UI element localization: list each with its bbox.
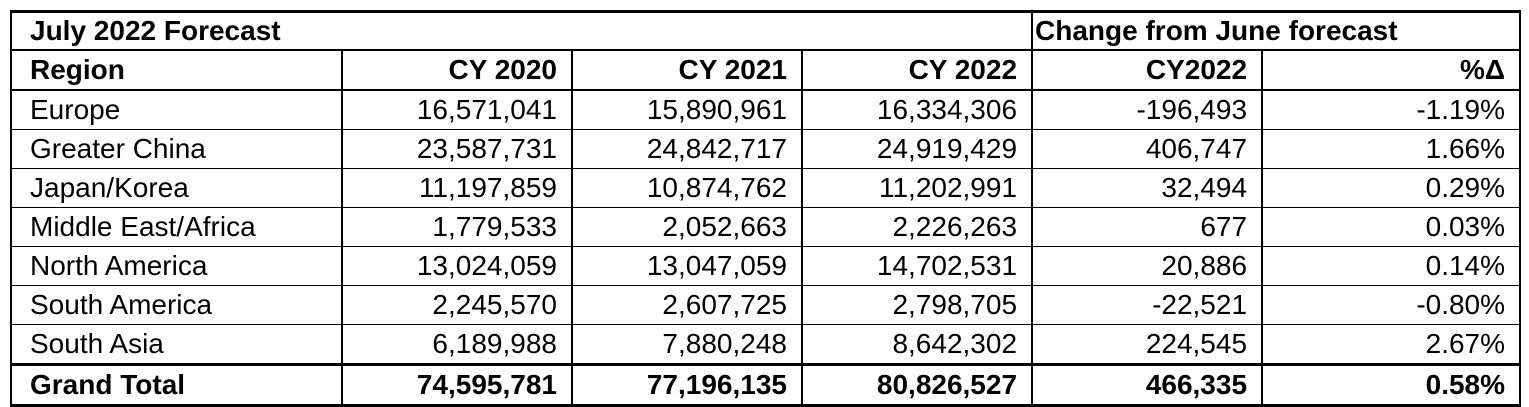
table-row: [11, 169, 1520, 208]
cy2021-cell: 7,880,248: [572, 325, 802, 365]
cy2021-cell: 24,842,717: [572, 130, 802, 169]
header-cy2022: CY 2022: [802, 50, 1032, 90]
total-label: Grand Total: [11, 365, 342, 406]
cy2022-cell: 14,702,531: [802, 247, 1032, 286]
cy2021-cell: 2,607,725: [572, 286, 802, 325]
header-cy2020: CY 2020: [342, 50, 572, 90]
change-section-title: Change from June forecast: [1032, 12, 1520, 51]
cy2021-cell: 2,052,663: [572, 208, 802, 247]
total-cy2022: 80,826,527: [802, 365, 1032, 406]
cy2020-cell: 11,197,859: [342, 169, 572, 208]
cy2022-cell: 2,226,263: [802, 208, 1032, 247]
cy2021-cell: 15,890,961: [572, 90, 802, 130]
header-cy2021: CY 2021: [572, 50, 802, 90]
pct-cell: 0.14%: [1262, 247, 1520, 286]
pct-cell: 1.66%: [1262, 130, 1520, 169]
total-cy2021: 77,196,135: [572, 365, 802, 406]
table-row: [11, 208, 1520, 247]
pct-cell: -0.80%: [1262, 286, 1520, 325]
header-region: Region: [11, 50, 342, 90]
header-pct-change: %Δ: [1262, 50, 1520, 90]
region-cell: Middle East/Africa: [11, 208, 342, 247]
table-title: July 2022 Forecast: [11, 12, 1032, 51]
cy2020-cell: 1,779,533: [342, 208, 572, 247]
region-cell: South Asia: [11, 325, 342, 365]
change-cell: 677: [1032, 208, 1262, 247]
cy2020-cell: 6,189,988: [342, 325, 572, 365]
change-cell: 406,747: [1032, 130, 1262, 169]
total-change: 466,335: [1032, 365, 1262, 406]
cy2022-cell: 8,642,302: [802, 325, 1032, 365]
pct-cell: -1.19%: [1262, 90, 1520, 130]
header-change-cy2022: CY2022: [1032, 50, 1262, 90]
change-cell: -22,521: [1032, 286, 1262, 325]
cy2021-cell: 10,874,762: [572, 169, 802, 208]
grand-total-row: [11, 365, 1520, 406]
pct-cell: 2.67%: [1262, 325, 1520, 365]
pct-cell: 0.29%: [1262, 169, 1520, 208]
total-cy2020: 74,595,781: [342, 365, 572, 406]
cy2022-cell: 16,334,306: [802, 90, 1032, 130]
table-title-row: [11, 12, 1520, 51]
change-cell: 224,545: [1032, 325, 1262, 365]
table-row: [11, 325, 1520, 365]
cy2022-cell: 24,919,429: [802, 130, 1032, 169]
cy2022-cell: 2,798,705: [802, 286, 1032, 325]
table-row: [11, 130, 1520, 169]
cy2020-cell: 13,024,059: [342, 247, 572, 286]
table-row: [11, 286, 1520, 325]
change-cell: 32,494: [1032, 169, 1262, 208]
table-row: [11, 90, 1520, 130]
table-header-row: [11, 50, 1520, 90]
cy2022-cell: 11,202,991: [802, 169, 1032, 208]
region-cell: South America: [11, 286, 342, 325]
pct-cell: 0.03%: [1262, 208, 1520, 247]
cy2021-cell: 13,047,059: [572, 247, 802, 286]
cy2020-cell: 2,245,570: [342, 286, 572, 325]
total-pct: 0.58%: [1262, 365, 1520, 406]
region-cell: North America: [11, 247, 342, 286]
cy2020-cell: 23,587,731: [342, 130, 572, 169]
cy2020-cell: 16,571,041: [342, 90, 572, 130]
table-row: [11, 247, 1520, 286]
change-cell: 20,886: [1032, 247, 1262, 286]
change-cell: -196,493: [1032, 90, 1262, 130]
region-cell: Japan/Korea: [11, 169, 342, 208]
region-cell: Greater China: [11, 130, 342, 169]
forecast-table: [10, 10, 1521, 407]
region-cell: Europe: [11, 90, 342, 130]
